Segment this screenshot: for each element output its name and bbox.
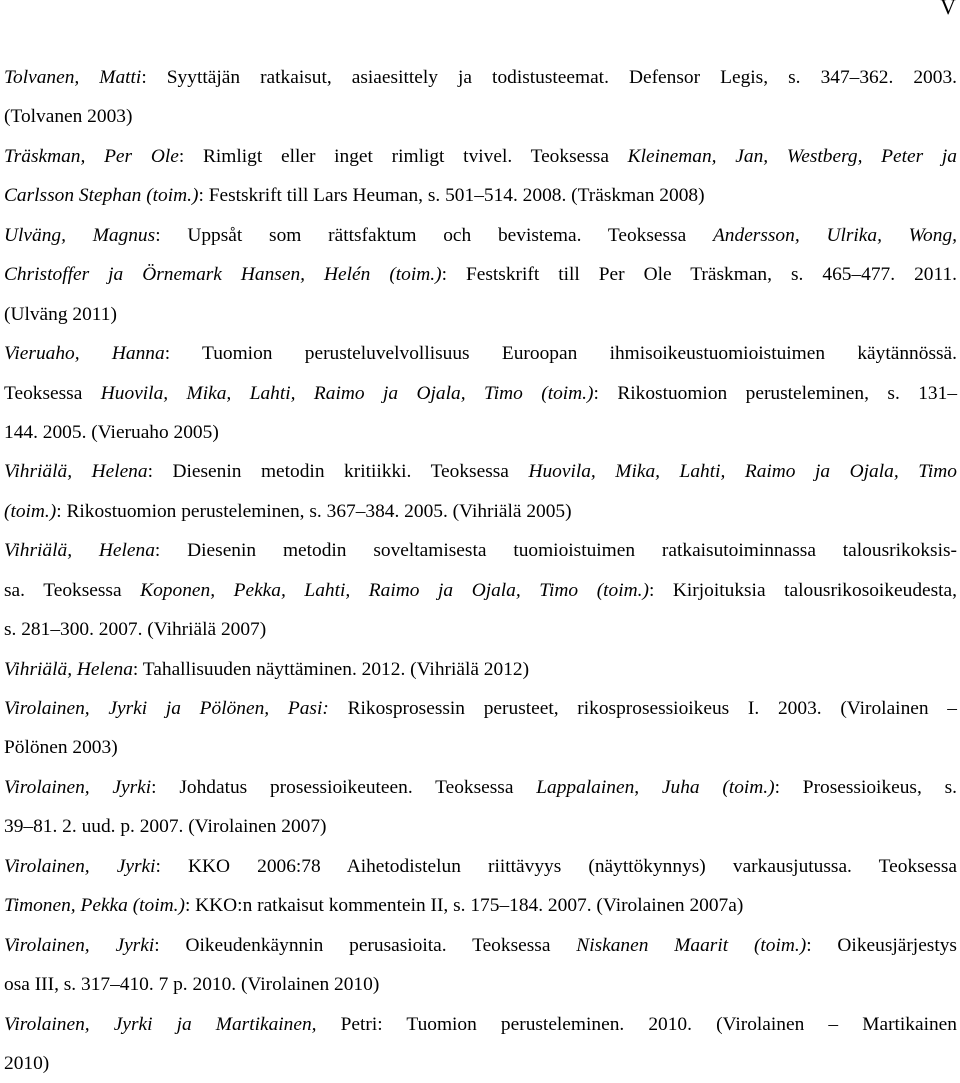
reference-italic-text: Huovila, Mika, Lahti, Raimo ja Ojala, Timo xyxy=(528,461,958,483)
reference-text: 39–81. 2. uud. p. 2007. (Virolainen 2007) xyxy=(4,816,327,838)
reference-text: Pölönen 2003) xyxy=(4,737,118,759)
reference-italic-text: Carlsson Stephan (toim.) xyxy=(4,185,199,207)
reference-italic-text: Virolainen, Jyrki xyxy=(4,776,152,798)
reference-italic-text: Virolainen, Jyrki ja Pölönen, Pasi: xyxy=(4,698,329,719)
reference-italic-text: Vihriälä, Helena xyxy=(4,461,148,483)
reference-line xyxy=(4,1044,957,1083)
reference-italic-text: Ulväng, Magnus xyxy=(4,224,156,246)
reference-text: : Kirjoituksia talousrikosoikeudesta, xyxy=(648,579,958,601)
reference-line xyxy=(4,413,957,452)
reference-line xyxy=(4,97,957,136)
reference-text: s. 281–300. 2007. (Vihriälä 2007) xyxy=(4,619,267,641)
reference-italic-text: Virolainen, Jyrki ja Martikainen, xyxy=(4,1013,317,1035)
reference-line xyxy=(4,965,957,1004)
reference-italic-text: (toim.) xyxy=(4,500,57,522)
reference-line xyxy=(4,689,957,728)
reference-text: 144. 2005. (Vieruaho 2005) xyxy=(4,421,219,443)
reference-text: : Oikeudenkäynnin perusasioita. Teoksessa xyxy=(154,934,577,956)
reference-line xyxy=(4,728,957,767)
reference-list xyxy=(4,58,957,1083)
reference-italic-text: Andersson, Ulrika, Wong, xyxy=(712,224,957,246)
reference-italic-text: Virolainen, Jyrki xyxy=(4,934,155,956)
reference-line xyxy=(4,531,957,570)
reference-italic-text: Koponen, Pekka, Lahti, Raimo ja Ojala, Timo (toim.) xyxy=(140,579,649,601)
reference-text: : Uppsåt som rättsfaktum och bevistema. Teoksessa xyxy=(155,224,713,246)
reference-text: : Rikostuomion perusteleminen, s. 131– xyxy=(593,382,958,404)
reference-line xyxy=(4,452,957,491)
reference-text: osa III, s. 317–410. 7 p. 2010. (Virolainen 2010) xyxy=(4,974,380,996)
reference-text: Petri: Tuomion perusteleminen. 2010. (Virolainen – Martikainen xyxy=(316,1013,957,1035)
reference-text: : KKO:n ratkaisut kommentein II, s. 175–184. 2007. (Virolainen 2007a) xyxy=(184,895,744,917)
reference-italic-text: Timonen, Pekka (toim.) xyxy=(4,895,185,917)
reference-text: : Prosessioikeus, s. xyxy=(774,776,958,798)
reference-line xyxy=(4,886,957,925)
reference-line xyxy=(4,334,957,373)
reference-text: : Diesenin metodin soveltamisesta tuomioistuimen ratkaisutoiminnassa talousrikoksis- xyxy=(154,540,957,562)
reference-italic-text: Vihriälä, Helena xyxy=(4,540,155,562)
reference-italic-text: Träskman, Per Ole xyxy=(4,145,179,167)
reference-italic-text: Huovila, Mika, Lahti, Raimo ja Ojala, Timo (toim.) xyxy=(100,382,594,404)
reference-line xyxy=(4,571,957,610)
reference-line xyxy=(4,58,957,97)
reference-italic-text: Virolainen, Jyrki xyxy=(4,855,156,877)
reference-text: : Tahallisuuden näyttäminen. 2012. (Vihriälä 2012) xyxy=(132,658,530,680)
reference-text: (Ulväng 2011) xyxy=(4,303,117,325)
reference-text: Teoksessa xyxy=(4,382,101,404)
reference-text: sa. Teoksessa xyxy=(4,579,141,601)
reference-italic-text: Vieruaho, Hanna xyxy=(4,343,165,365)
reference-line xyxy=(4,137,957,176)
reference-line xyxy=(4,255,957,294)
page-number: V xyxy=(940,0,956,19)
reference-text: Rikosprosessin perusteet, rikosprosessioikeus I. 2003. (Virolainen – xyxy=(328,698,957,719)
reference-italic-text: Niskanen Maarit (toim.) xyxy=(576,934,807,956)
reference-text: : Tuomion perusteluvelvollisuus Euroopan ihmisoikeustuomioistuimen käytännössä. xyxy=(164,343,957,365)
reference-line xyxy=(4,807,957,846)
reference-text: 2010) xyxy=(4,1052,50,1074)
reference-line xyxy=(4,295,957,334)
reference-text: : Rikostuomion perusteleminen, s. 367–384. 2005. (Vihriälä 2005) xyxy=(56,500,572,522)
reference-text: (Tolvanen 2003) xyxy=(4,106,133,128)
reference-text: , xyxy=(634,776,662,798)
reference-line xyxy=(4,926,957,965)
reference-line xyxy=(4,374,957,413)
reference-italic-text: Christoffer ja Örnemark Hansen, Helén (toim.) xyxy=(4,264,442,286)
reference-text: : Johdatus prosessioikeuteen. Teoksessa xyxy=(151,776,537,798)
reference-text: : Diesenin metodin kritiikki. Teoksessa xyxy=(147,461,529,483)
reference-line xyxy=(4,650,957,689)
reference-text: : Syyttäjän ratkaisut, asiaesittely ja todistusteemat. Defensor Legis, s. 347–362. 2003. xyxy=(141,67,957,88)
reference-text: : KKO 2006:78 Aihetodistelun riittävyys (näyttökynnys) varkausjutussa. Teoksessa xyxy=(155,855,957,877)
reference-line xyxy=(4,492,957,531)
reference-text: : Rimligt eller inget rimligt tvivel. Teoksessa xyxy=(178,145,628,167)
reference-line xyxy=(4,768,957,807)
reference-line xyxy=(4,176,957,215)
reference-text: : Festskrift till Per Ole Träskman, s. 465–477. 2011. xyxy=(441,264,958,286)
reference-line xyxy=(4,847,957,886)
reference-italic-text: Juha (toim.) xyxy=(661,776,775,798)
reference-italic-text: Lappalainen xyxy=(536,776,635,798)
reference-text: : Oikeusjärjestys xyxy=(806,934,957,956)
reference-italic-text: Kleineman, Jan, Westberg, Peter ja xyxy=(627,145,957,167)
reference-italic-text: Vihriälä, Helena xyxy=(4,658,133,680)
reference-text: : Festskrift till Lars Heuman, s. 501–514. 2008. (Träskman 2008) xyxy=(198,185,705,207)
reference-italic-text: Tolvanen, Matti xyxy=(4,67,142,88)
reference-line xyxy=(4,216,957,255)
reference-line xyxy=(4,610,957,649)
reference-line xyxy=(4,1005,957,1044)
